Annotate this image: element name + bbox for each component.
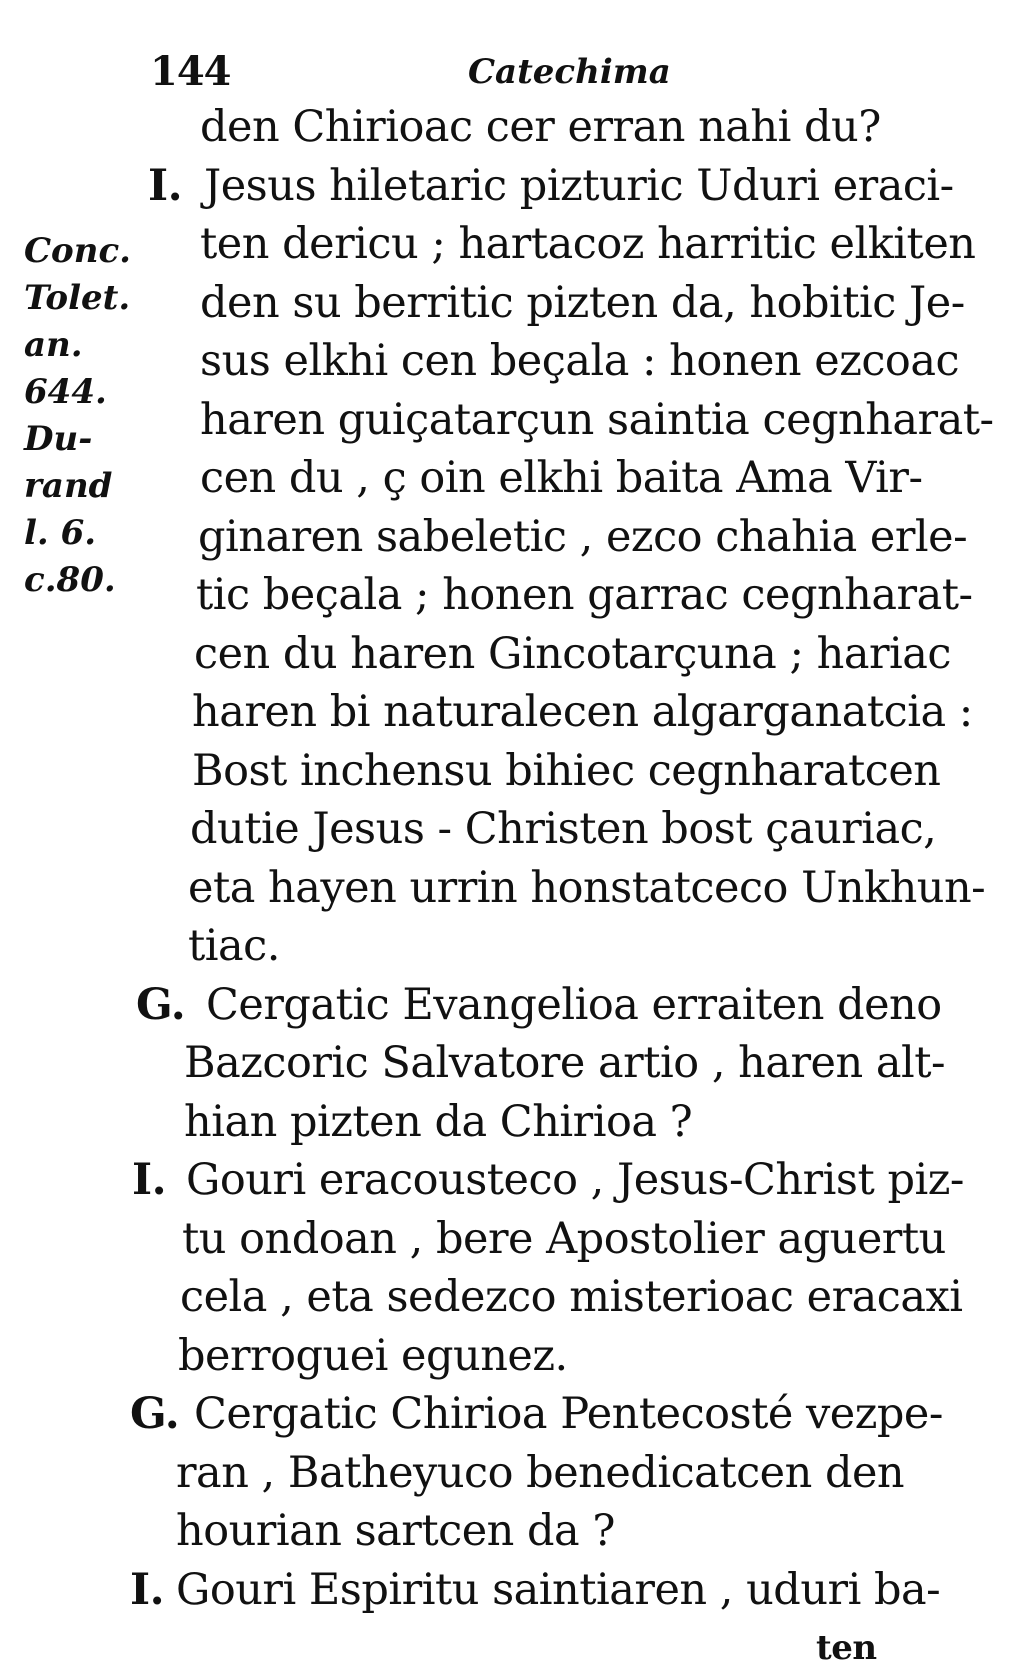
speaker-marker: I.	[132, 1155, 167, 1205]
line-text: ginaren sabeletic , ezco chahia erle-	[198, 511, 968, 562]
text-line	[130, 625, 990, 684]
line-text: tic beçala ; honen garrac cegnharat-	[196, 570, 973, 620]
line-text: cen du , ç oin elkhi baita Ama Vir-	[200, 453, 923, 503]
text-line	[130, 274, 990, 333]
margin-note	[24, 228, 144, 604]
text-line	[130, 1444, 990, 1503]
line-text: den su berritic pizten da, hobitic Je-	[200, 277, 965, 328]
line-text: eta hayen urrin honstatceco Unkhun-	[188, 862, 986, 913]
text-line	[130, 1502, 990, 1561]
margin-note-line: rand	[24, 466, 113, 506]
text-line	[130, 157, 990, 216]
text-line	[130, 859, 990, 918]
text-line	[130, 1093, 990, 1152]
line-text: Cergatic Evangelioa erraiten deno	[206, 979, 942, 1030]
line-text: haren bi naturalecen algarganatcia :	[192, 687, 973, 737]
line-text: Gouri eracousteco , Jesus-Christ piz-	[186, 1155, 964, 1205]
line-text: ten dericu ; hartacoz harritic elkiten	[200, 219, 976, 269]
catchword-line	[130, 1619, 990, 1678]
margin-note-line: Conc.	[24, 231, 131, 271]
margin-note-line: an.	[24, 325, 83, 365]
text-line	[130, 800, 990, 859]
running-title: Catechima	[468, 52, 671, 92]
text-line	[130, 1385, 990, 1444]
text-line	[130, 1210, 990, 1269]
text-line	[130, 215, 990, 274]
line-text: Jesus hiletaric pizturic Uduri eraci-	[204, 160, 954, 211]
text-line	[130, 683, 990, 742]
line-text: sus elkhi cen beçala : honen ezcoac	[200, 336, 960, 386]
text-line	[130, 1034, 990, 1093]
text-line	[130, 449, 990, 508]
margin-note-line: Du-	[24, 419, 93, 459]
text-line	[130, 1327, 990, 1386]
speaker-marker: G.	[130, 1389, 180, 1439]
margin-note-line: l. 6.	[24, 513, 97, 553]
text-line	[130, 976, 990, 1035]
text-line	[130, 742, 990, 801]
line-text: Cergatic Chirioa Pentecosté vezpe-	[194, 1389, 943, 1439]
line-text: Bazcoric Salvatore artio , haren alt-	[184, 1038, 946, 1088]
margin-note-line: c.80.	[24, 560, 116, 600]
text-line	[130, 1268, 990, 1327]
line-text: cela , eta sedezco misterioac eracaxi	[180, 1272, 963, 1322]
line-text: ran , Batheyuco benedicatcen den	[176, 1447, 905, 1498]
text-line	[130, 332, 990, 391]
line-text: hian pizten da Chirioa ?	[184, 1096, 693, 1147]
text-line	[130, 508, 990, 567]
speaker-marker: I.	[148, 160, 183, 211]
line-text: haren guiçatarçun saintia cegnharat-	[200, 394, 994, 445]
text-line	[130, 391, 994, 450]
page-number: 144	[150, 48, 231, 95]
text-line	[130, 98, 990, 157]
catchword: ten	[816, 1628, 877, 1668]
text-line	[130, 917, 990, 976]
speaker-marker: G.	[136, 979, 186, 1030]
body-text	[130, 98, 994, 1678]
running-head	[150, 48, 950, 98]
text-line	[130, 566, 990, 625]
text-line	[130, 1151, 990, 1210]
margin-note-line: 644.	[24, 372, 107, 412]
line-text: tiac.	[188, 921, 280, 971]
margin-note-line: Tolet.	[24, 278, 131, 318]
speaker-marker: I.	[130, 1564, 165, 1615]
line-text: tu ondoan , bere Apostolier aguertu	[182, 1213, 946, 1264]
line-text: den Chirioac cer erran nahi du?	[200, 102, 881, 152]
line-text: Bost inchensu bihiec cegnharatcen	[192, 745, 941, 796]
line-text: dutie Jesus - Christen bost çauriac,	[190, 804, 937, 854]
text-line	[130, 1561, 990, 1620]
line-text: cen du haren Gincotarçuna ; hariac	[194, 628, 951, 679]
line-text: hourian sartcen da ?	[176, 1506, 615, 1556]
line-text: Gouri Espiritu saintiaren , uduri ba-	[176, 1564, 941, 1615]
line-text: berroguei egunez.	[178, 1330, 568, 1381]
